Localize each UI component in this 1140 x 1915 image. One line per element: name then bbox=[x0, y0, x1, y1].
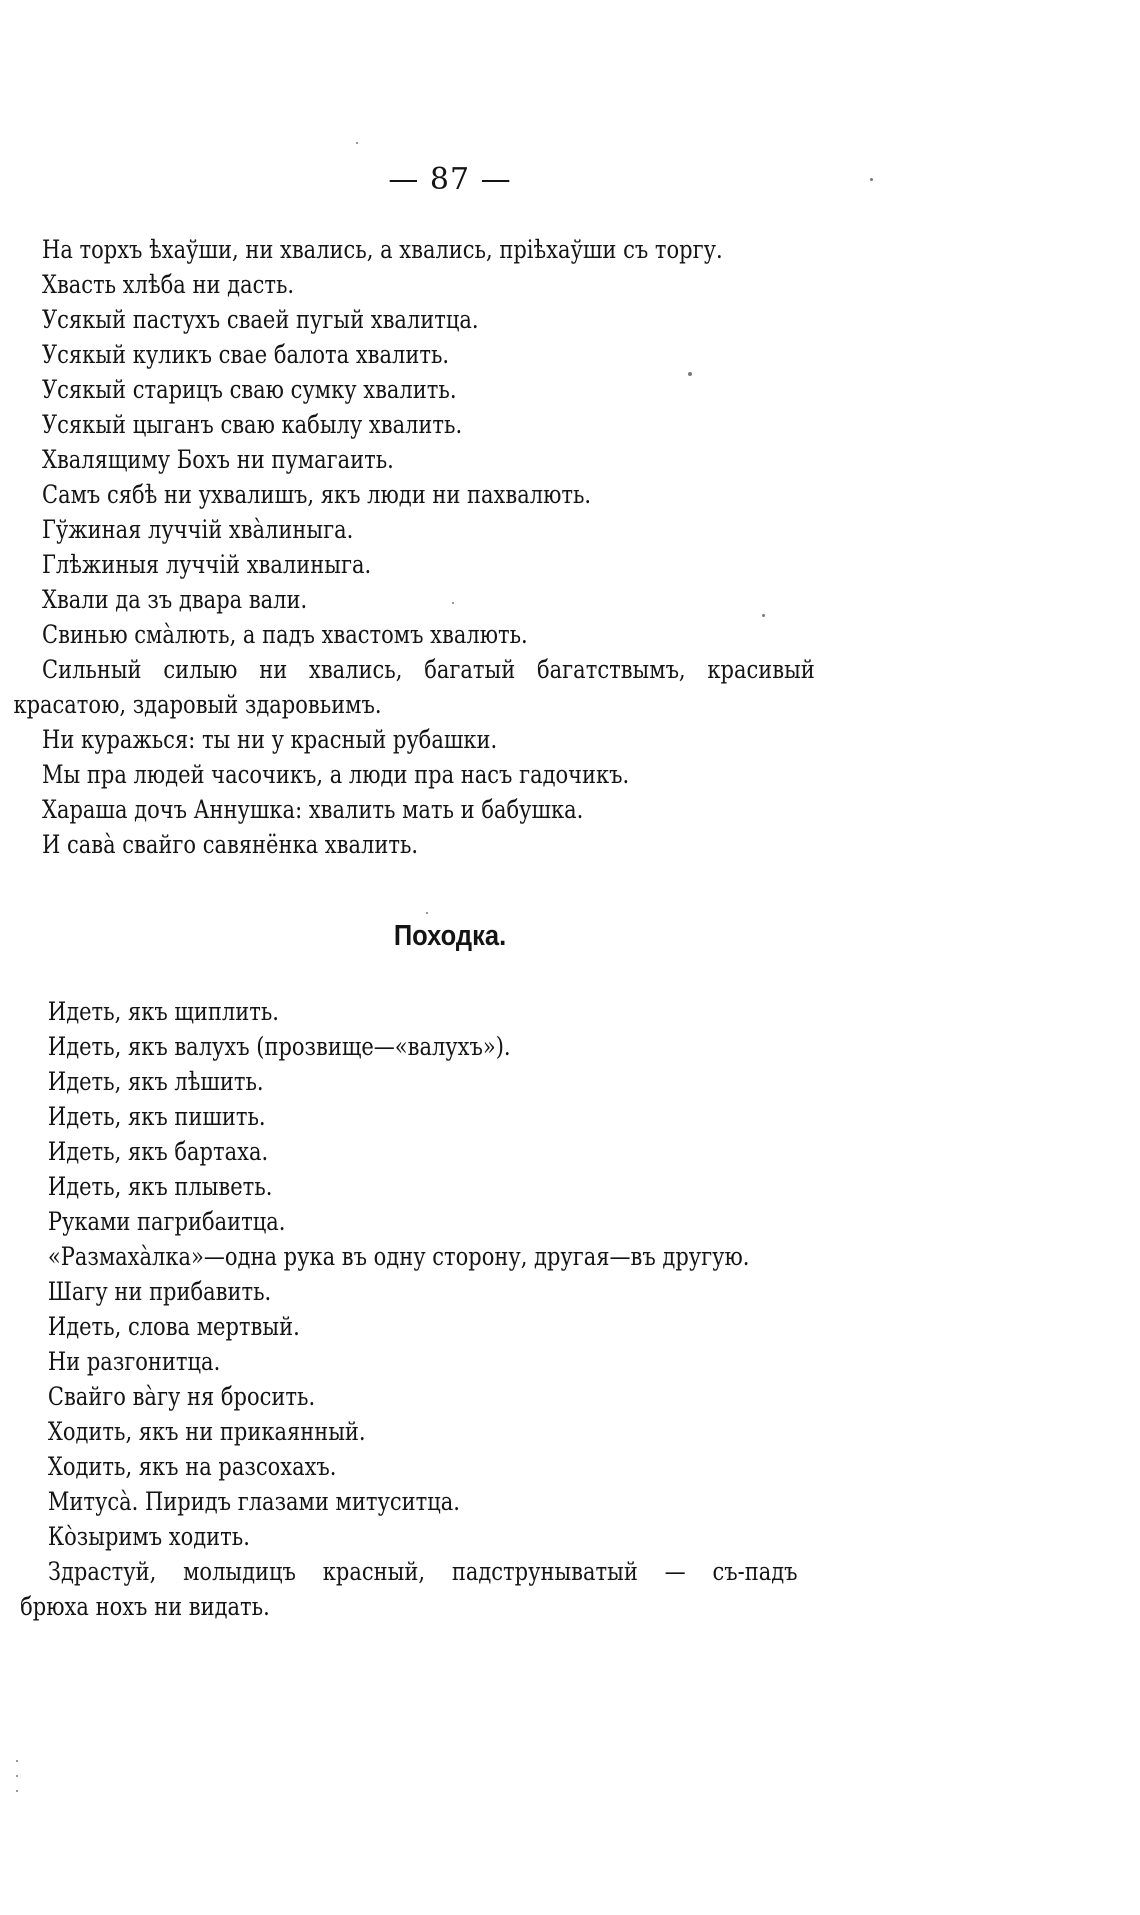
text-line: Свинью смàлють, а падъ хвастомъ хвалють. bbox=[42, 620, 528, 649]
text-line: Руками пагрибаитца. bbox=[47, 1207, 286, 1236]
text-line: Усякый пастухъ сваей пугый хвалитца. bbox=[42, 305, 479, 334]
text-line: Здрастуй, молыдицъ красный, падструныватый — съ-падъ bbox=[47, 1557, 798, 1586]
text-line: И савà свайго савянёнка хвалить. bbox=[42, 830, 419, 859]
text-line: Хвали да зъ двара вали. bbox=[42, 585, 308, 614]
proverbs-boasting bbox=[0, 232, 1140, 862]
text-line: Усякый цыганъ сваю кабылу хвалить. bbox=[42, 410, 463, 439]
text-line: Идеть, якъ бартаха. bbox=[47, 1137, 269, 1166]
text-line: Свайго вàгу ня бросить. bbox=[47, 1382, 316, 1411]
text-line: На торхъ ѣхаўши, ни хвались, а хвались, прiѣхаўши съ торгу. bbox=[42, 235, 723, 264]
print-speck bbox=[870, 178, 873, 181]
text-line: Ни куражься: ты ни у красный рубашки. bbox=[42, 725, 498, 754]
text-line: Ходить, якъ на разсохахъ. bbox=[47, 1452, 337, 1481]
print-speck bbox=[16, 1760, 18, 1762]
text-line: Хвалящиму Бохъ ни пумагаить. bbox=[42, 445, 394, 474]
text-line: Ни разгонитца. bbox=[47, 1347, 221, 1376]
print-speck bbox=[452, 602, 454, 604]
text-line: Шагу ни прибавить. bbox=[47, 1277, 272, 1306]
text-line: Идеть, якъ щиплить. bbox=[47, 997, 279, 1026]
text-line: Идеть, якъ пишить. bbox=[47, 1102, 266, 1131]
text-line: Хвасть хлѣба ни дасть. bbox=[42, 270, 295, 299]
text-line: Идеть, слова мертвый. bbox=[47, 1312, 300, 1341]
print-speck bbox=[16, 1775, 18, 1777]
text-line: Усякый куликъ свае балота хвалить. bbox=[42, 340, 450, 369]
text-line: Кòзыримъ ходить. bbox=[47, 1522, 250, 1551]
text-line: Хараша дочъ Аннушка: хвалить мать и бабушка. bbox=[42, 795, 584, 824]
print-speck bbox=[16, 1790, 18, 1792]
print-speck bbox=[762, 614, 765, 617]
proverbs-gait bbox=[0, 994, 1140, 1624]
text-line: Глѣжиныя луччiй хвалиныга. bbox=[42, 550, 372, 579]
text-line: Сильный силыю ни хвались, багатый багатствымъ, красивый bbox=[42, 655, 815, 684]
text-line: Идеть, якъ плыветь. bbox=[47, 1172, 273, 1201]
text-line: «Размахàлка»—одна рука въ одну сторону, другая—въ другую. bbox=[47, 1242, 750, 1271]
text-line-continuation: красатою, здаровый здаровьимъ. bbox=[13, 690, 382, 719]
text-line: Ходить, якъ ни прикаянный. bbox=[47, 1417, 366, 1446]
text-line: Мы пра людей часочикъ, а люди пра насъ гадочикъ. bbox=[42, 760, 630, 789]
print-speck bbox=[426, 912, 428, 914]
text-line: Усякый старицъ сваю сумку хвалить. bbox=[42, 375, 457, 404]
section-heading: Походка. bbox=[393, 920, 507, 952]
print-speck bbox=[688, 372, 692, 376]
print-speck bbox=[356, 142, 358, 144]
page-number: — 87 — bbox=[388, 162, 512, 197]
text-line: Митусà. Пиридъ глазами митуситца. bbox=[47, 1487, 460, 1516]
text-line-continuation: брюха нохъ ни видать. bbox=[20, 1592, 270, 1621]
text-line: Самъ сябѣ ни ухвалишъ, якъ люди ни пахвалють. bbox=[42, 480, 592, 509]
text-line: Идеть, якъ лѣшить. bbox=[47, 1067, 264, 1096]
text-line: Идеть, якъ валухъ (прозвище—«валухъ»). bbox=[47, 1032, 511, 1061]
text-line: Гўжиная луччiй хвàлиныга. bbox=[42, 515, 354, 544]
